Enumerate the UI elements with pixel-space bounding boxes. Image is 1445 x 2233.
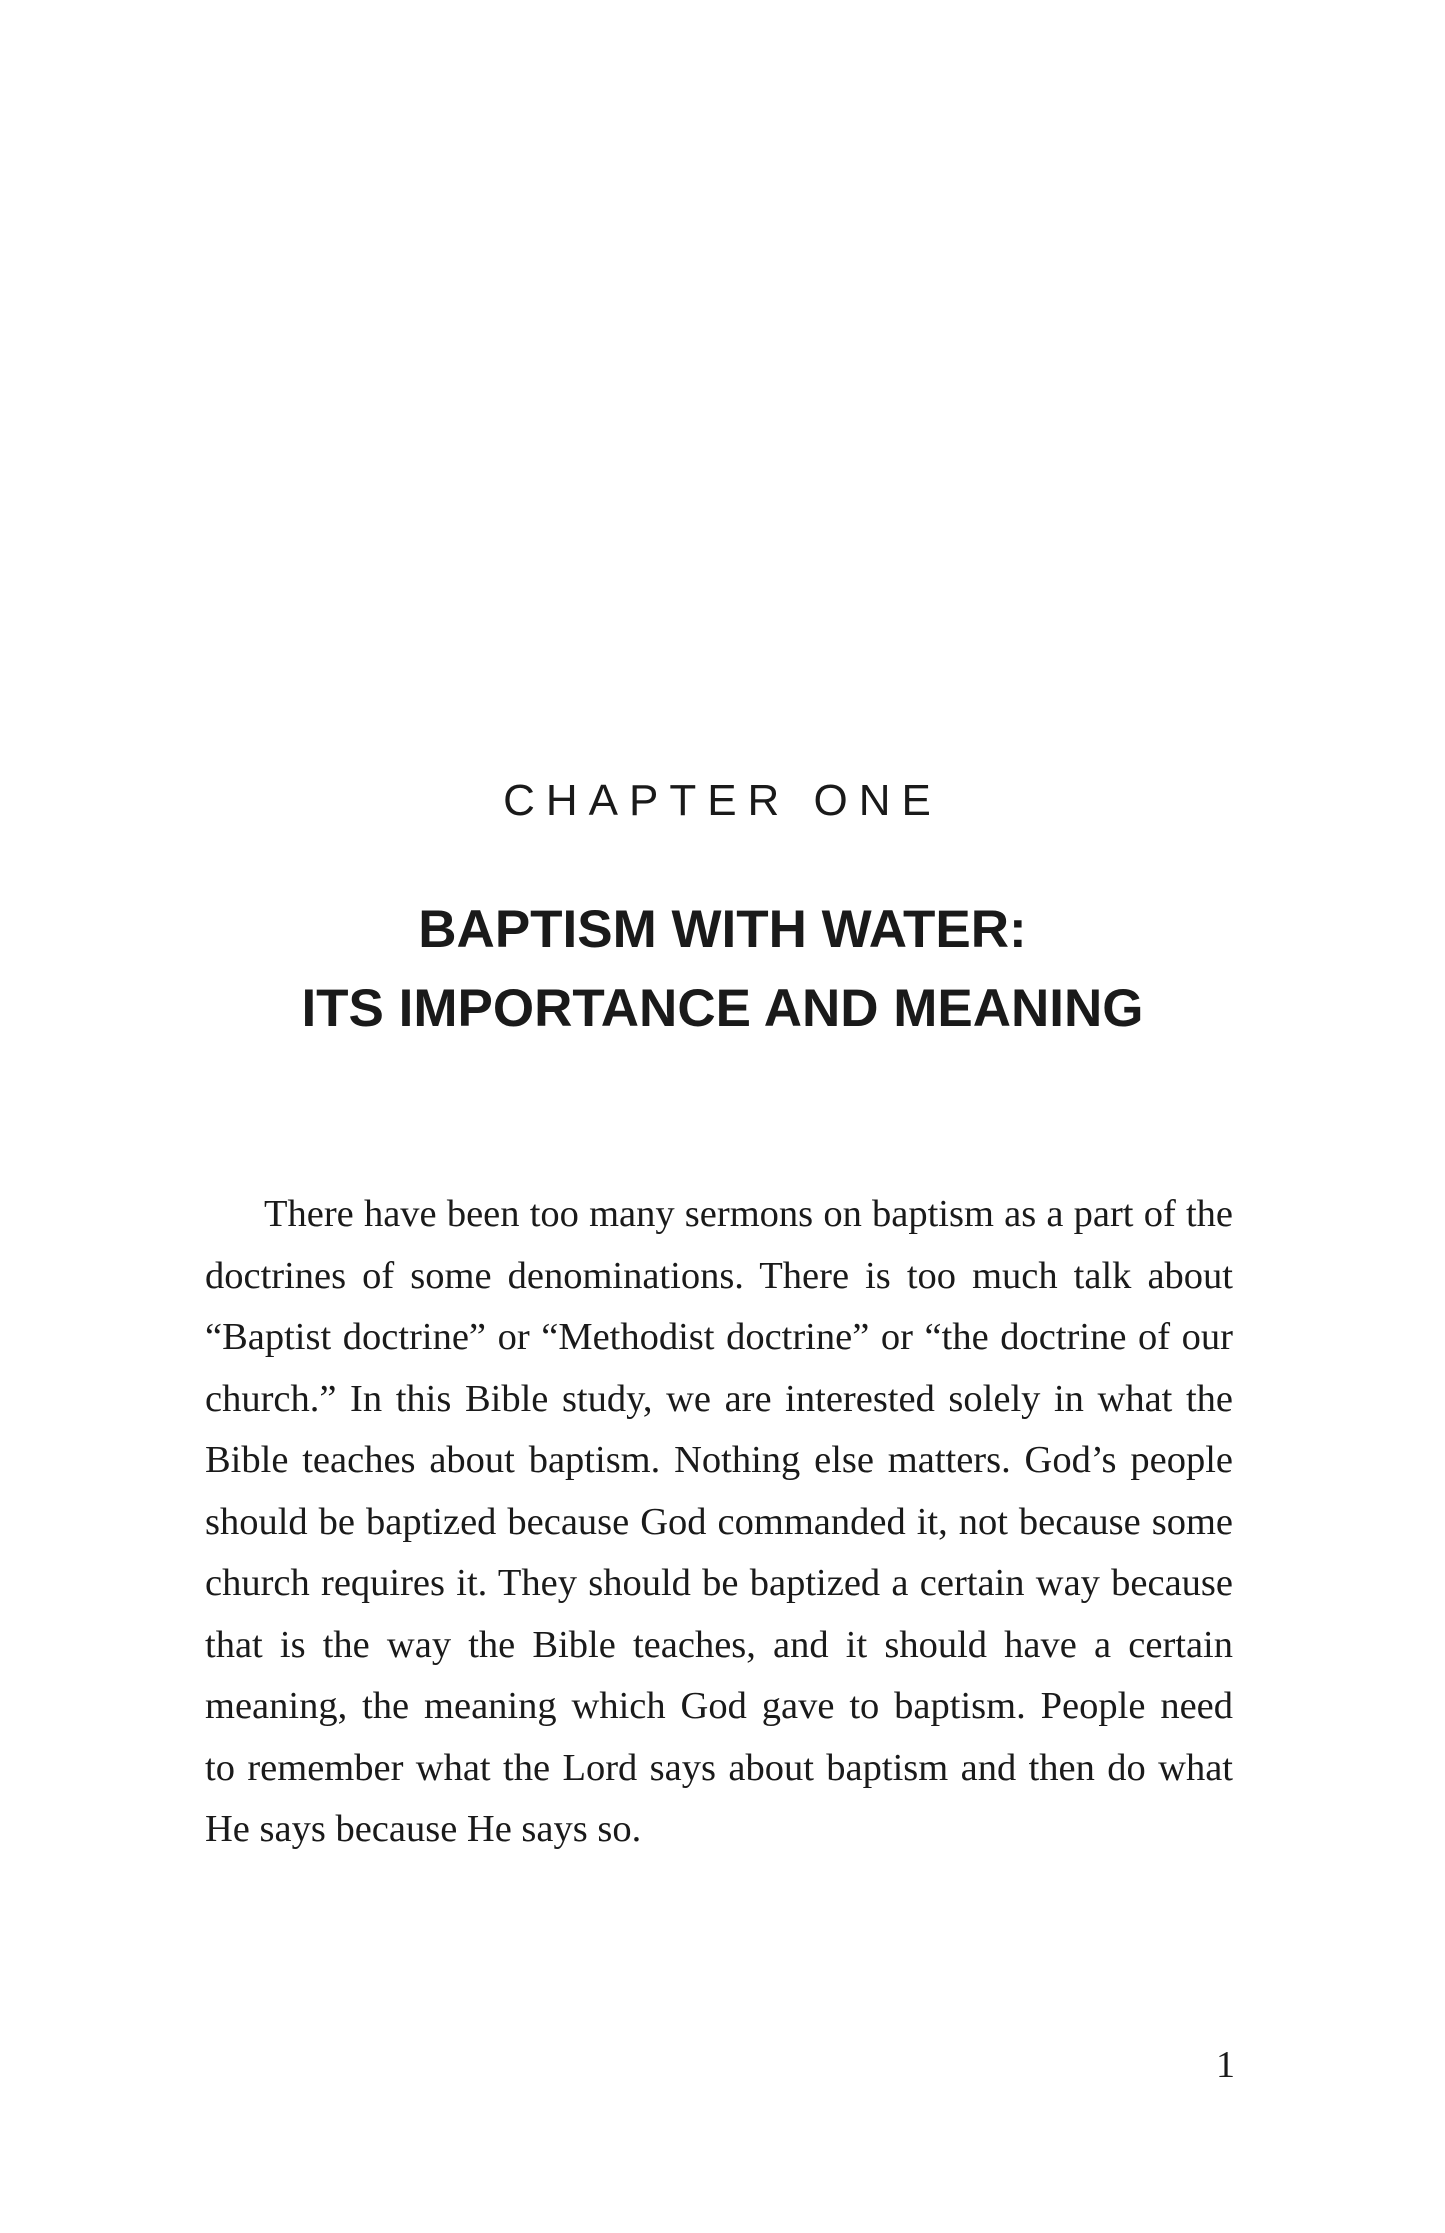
paragraph-line: should be baptized because God commanded it, not because some — [205, 1500, 1233, 1543]
paragraph-line: meaning, the meaning which God gave to baptism. People need — [205, 1685, 1233, 1727]
chapter-title-line-2: ITS IMPORTANCE AND MEANING — [301, 979, 1144, 1038]
page-number: 1 — [1216, 2044, 1235, 2086]
paragraph-line: church.” In this Bible study, we are interested solely in what the — [205, 1377, 1233, 1420]
paragraph-line: “Baptist doctrine” or “Methodist doctrine” or “the doctrine of our — [205, 1316, 1233, 1358]
chapter-title — [0, 890, 1445, 1048]
paragraph-line: church requires it. They should be baptized a certain way because — [205, 1562, 1233, 1604]
paragraph-line: that is the way the Bible teaches, and it should have a certain — [205, 1623, 1233, 1666]
body-paragraph — [205, 1184, 1233, 1861]
paragraph-line: He says because He says so. — [205, 1808, 642, 1850]
chapter-label: CHAPTER ONE — [503, 776, 942, 825]
paragraph-line: Bible teaches about baptism. Nothing else matters. God’s people — [205, 1439, 1233, 1481]
chapter-title-line-1: BAPTISM WITH WATER: — [418, 900, 1027, 959]
paragraph-line: doctrines of some denominations. There is too much talk about — [205, 1254, 1233, 1297]
paragraph-line: to remember what the Lord says about baptism and then do what — [205, 1746, 1233, 1789]
paragraph-line: There have been too many sermons on baptism as a part of the — [264, 1193, 1233, 1235]
